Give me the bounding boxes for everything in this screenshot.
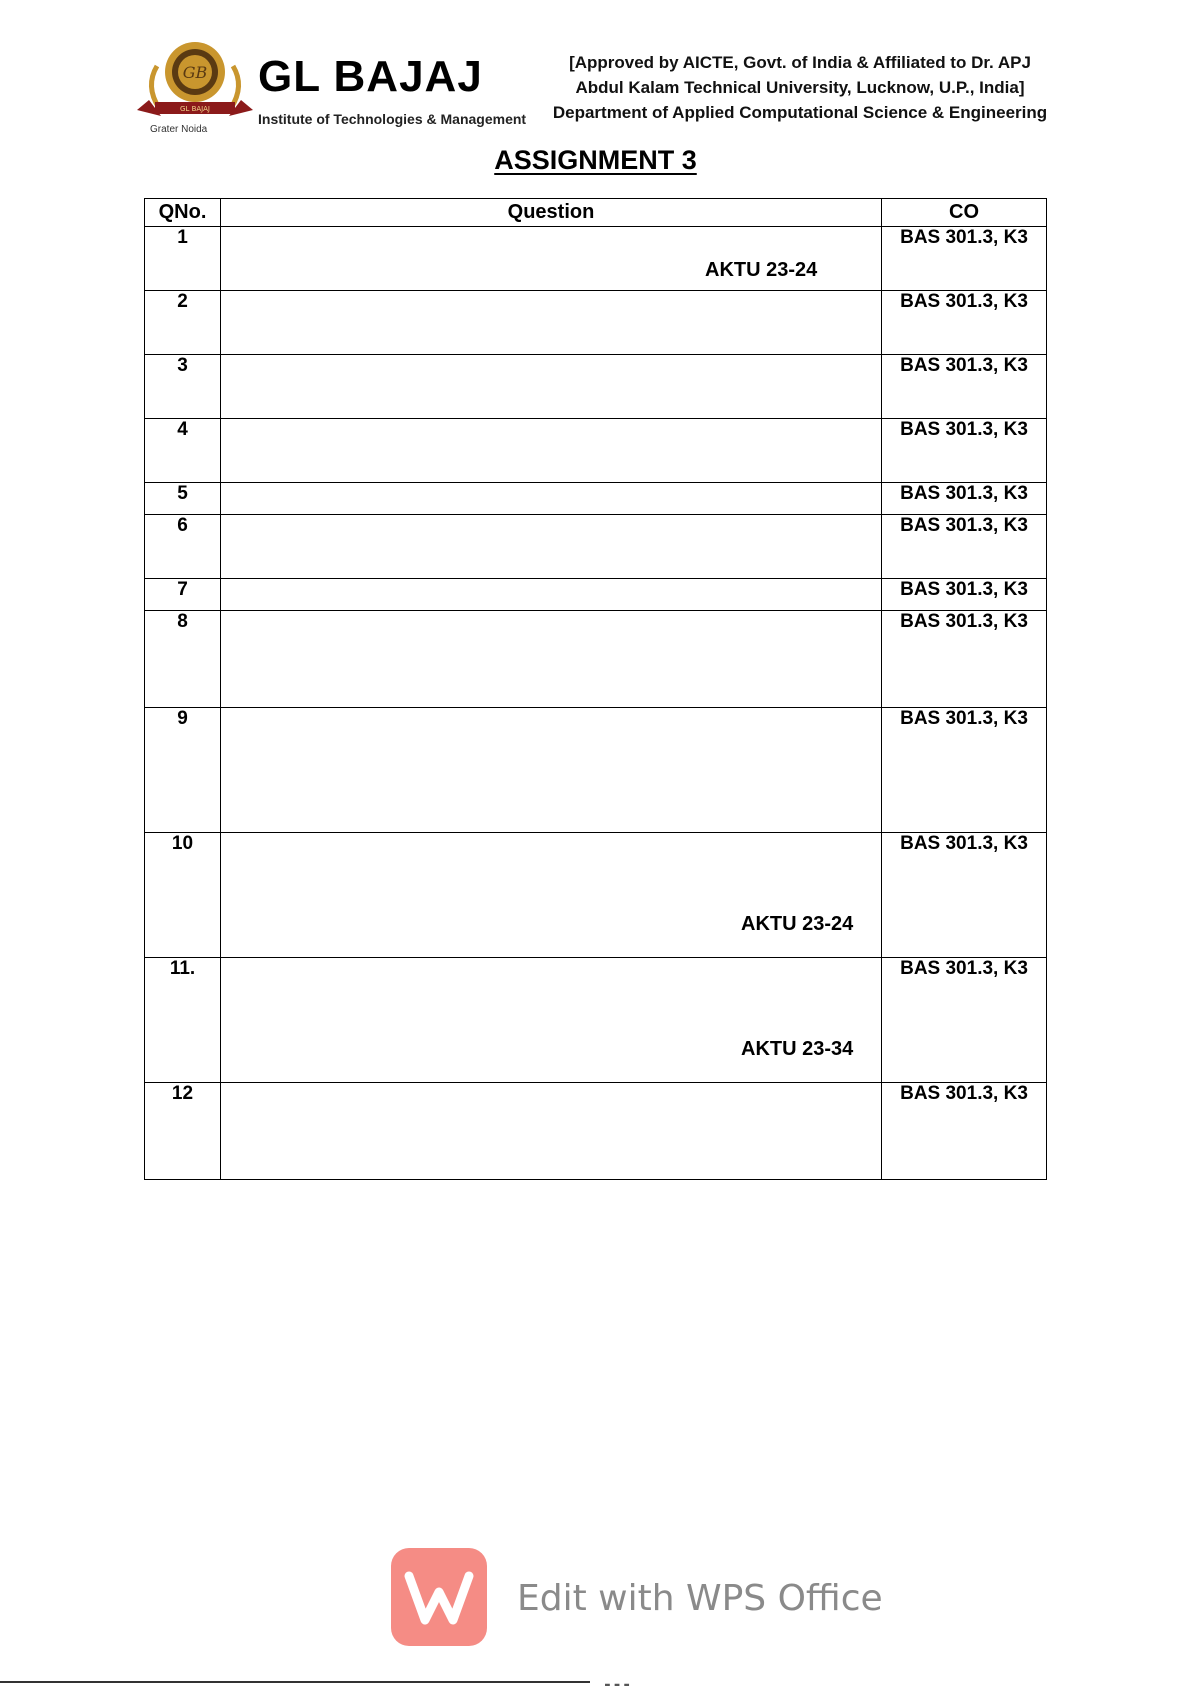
course-outcome: BAS 301.3, K3 xyxy=(882,1083,1047,1180)
table-row xyxy=(145,419,1047,483)
question-cell xyxy=(221,1083,882,1180)
approval-block xyxy=(535,50,1065,125)
course-outcome: BAS 301.3, K3 xyxy=(882,579,1047,611)
question-cell xyxy=(221,958,882,1083)
header-qno: QNo. xyxy=(145,199,221,227)
question-cell xyxy=(221,833,882,958)
wps-w-icon xyxy=(391,1548,487,1646)
question-number: 7 xyxy=(145,579,221,611)
table-row xyxy=(145,579,1047,611)
table-row xyxy=(145,708,1047,833)
table-header-row xyxy=(145,199,1047,227)
question-cell xyxy=(221,227,882,291)
logo-ribbon-text: GL BAJAJ xyxy=(180,105,210,113)
question-number: 2 xyxy=(145,291,221,355)
header-co: CO xyxy=(882,199,1047,227)
brand-subtitle: Institute of Technologies & Management xyxy=(258,111,527,127)
wps-watermark[interactable] xyxy=(391,1548,891,1648)
question-number: 4 xyxy=(145,419,221,483)
page-bottom-rule xyxy=(0,1681,590,1683)
question-cell xyxy=(221,483,882,515)
svg-text:GB: GB xyxy=(182,63,208,82)
course-outcome: BAS 301.3, K3 xyxy=(882,227,1047,291)
question-number: 1 xyxy=(145,227,221,291)
course-outcome: BAS 301.3, K3 xyxy=(882,355,1047,419)
question-cell xyxy=(221,611,882,708)
course-outcome: BAS 301.3, K3 xyxy=(882,483,1047,515)
exam-reference: AKTU 23-24 xyxy=(741,913,854,935)
question-number: 9 xyxy=(145,708,221,833)
table-row xyxy=(145,227,1047,291)
table-row xyxy=(145,355,1047,419)
table-row xyxy=(145,515,1047,579)
table-row xyxy=(145,483,1047,515)
approval-line: [Approved by AICTE, Govt. of India & Affiliated to Dr. APJ xyxy=(569,53,1031,72)
course-outcome: BAS 301.3, K3 xyxy=(882,611,1047,708)
institute-logo xyxy=(135,36,255,136)
scan-marks: ▬ ▬ ▬ xyxy=(605,1680,630,1689)
course-outcome: BAS 301.3, K3 xyxy=(882,708,1047,833)
course-outcome: BAS 301.3, K3 xyxy=(882,515,1047,579)
table-row xyxy=(145,291,1047,355)
document-header xyxy=(0,0,1191,150)
question-number: 10 xyxy=(145,833,221,958)
question-cell xyxy=(221,419,882,483)
assignment-title xyxy=(0,145,1191,176)
question-cell xyxy=(221,515,882,579)
wps-edit-label[interactable]: Edit with WPS Office xyxy=(517,1578,883,1619)
question-cell xyxy=(221,579,882,611)
exam-reference: AKTU 23-24 xyxy=(705,259,818,281)
course-outcome: BAS 301.3, K3 xyxy=(882,291,1047,355)
table-row xyxy=(145,833,1047,958)
table-row xyxy=(145,1083,1047,1180)
course-outcome: BAS 301.3, K3 xyxy=(882,958,1047,1083)
brand-name: GL BAJAJ xyxy=(258,52,483,101)
question-number: 12 xyxy=(145,1083,221,1180)
course-outcome: BAS 301.3, K3 xyxy=(882,419,1047,483)
question-cell xyxy=(221,291,882,355)
exam-reference: AKTU 23-34 xyxy=(741,1038,854,1060)
question-number: 5 xyxy=(145,483,221,515)
question-cell xyxy=(221,708,882,833)
table-row xyxy=(145,611,1047,708)
logo-caption: Grater Noida xyxy=(150,124,208,135)
header-question: Question xyxy=(221,199,882,227)
course-outcome: BAS 301.3, K3 xyxy=(882,833,1047,958)
question-table xyxy=(144,198,1047,1180)
question-number: 11. xyxy=(145,958,221,1083)
question-number: 6 xyxy=(145,515,221,579)
assignment-title-text: ASSIGNMENT 3 xyxy=(494,145,697,175)
question-number: 3 xyxy=(145,355,221,419)
department-line: Department of Applied Computational Science & Engineering xyxy=(552,103,1048,122)
question-cell xyxy=(221,355,882,419)
table-row xyxy=(145,958,1047,1083)
question-number: 8 xyxy=(145,611,221,708)
approval-line: Abdul Kalam Technical University, Lucknow, U.P., India] xyxy=(575,78,1025,97)
wps-logo-icon xyxy=(391,1548,487,1646)
